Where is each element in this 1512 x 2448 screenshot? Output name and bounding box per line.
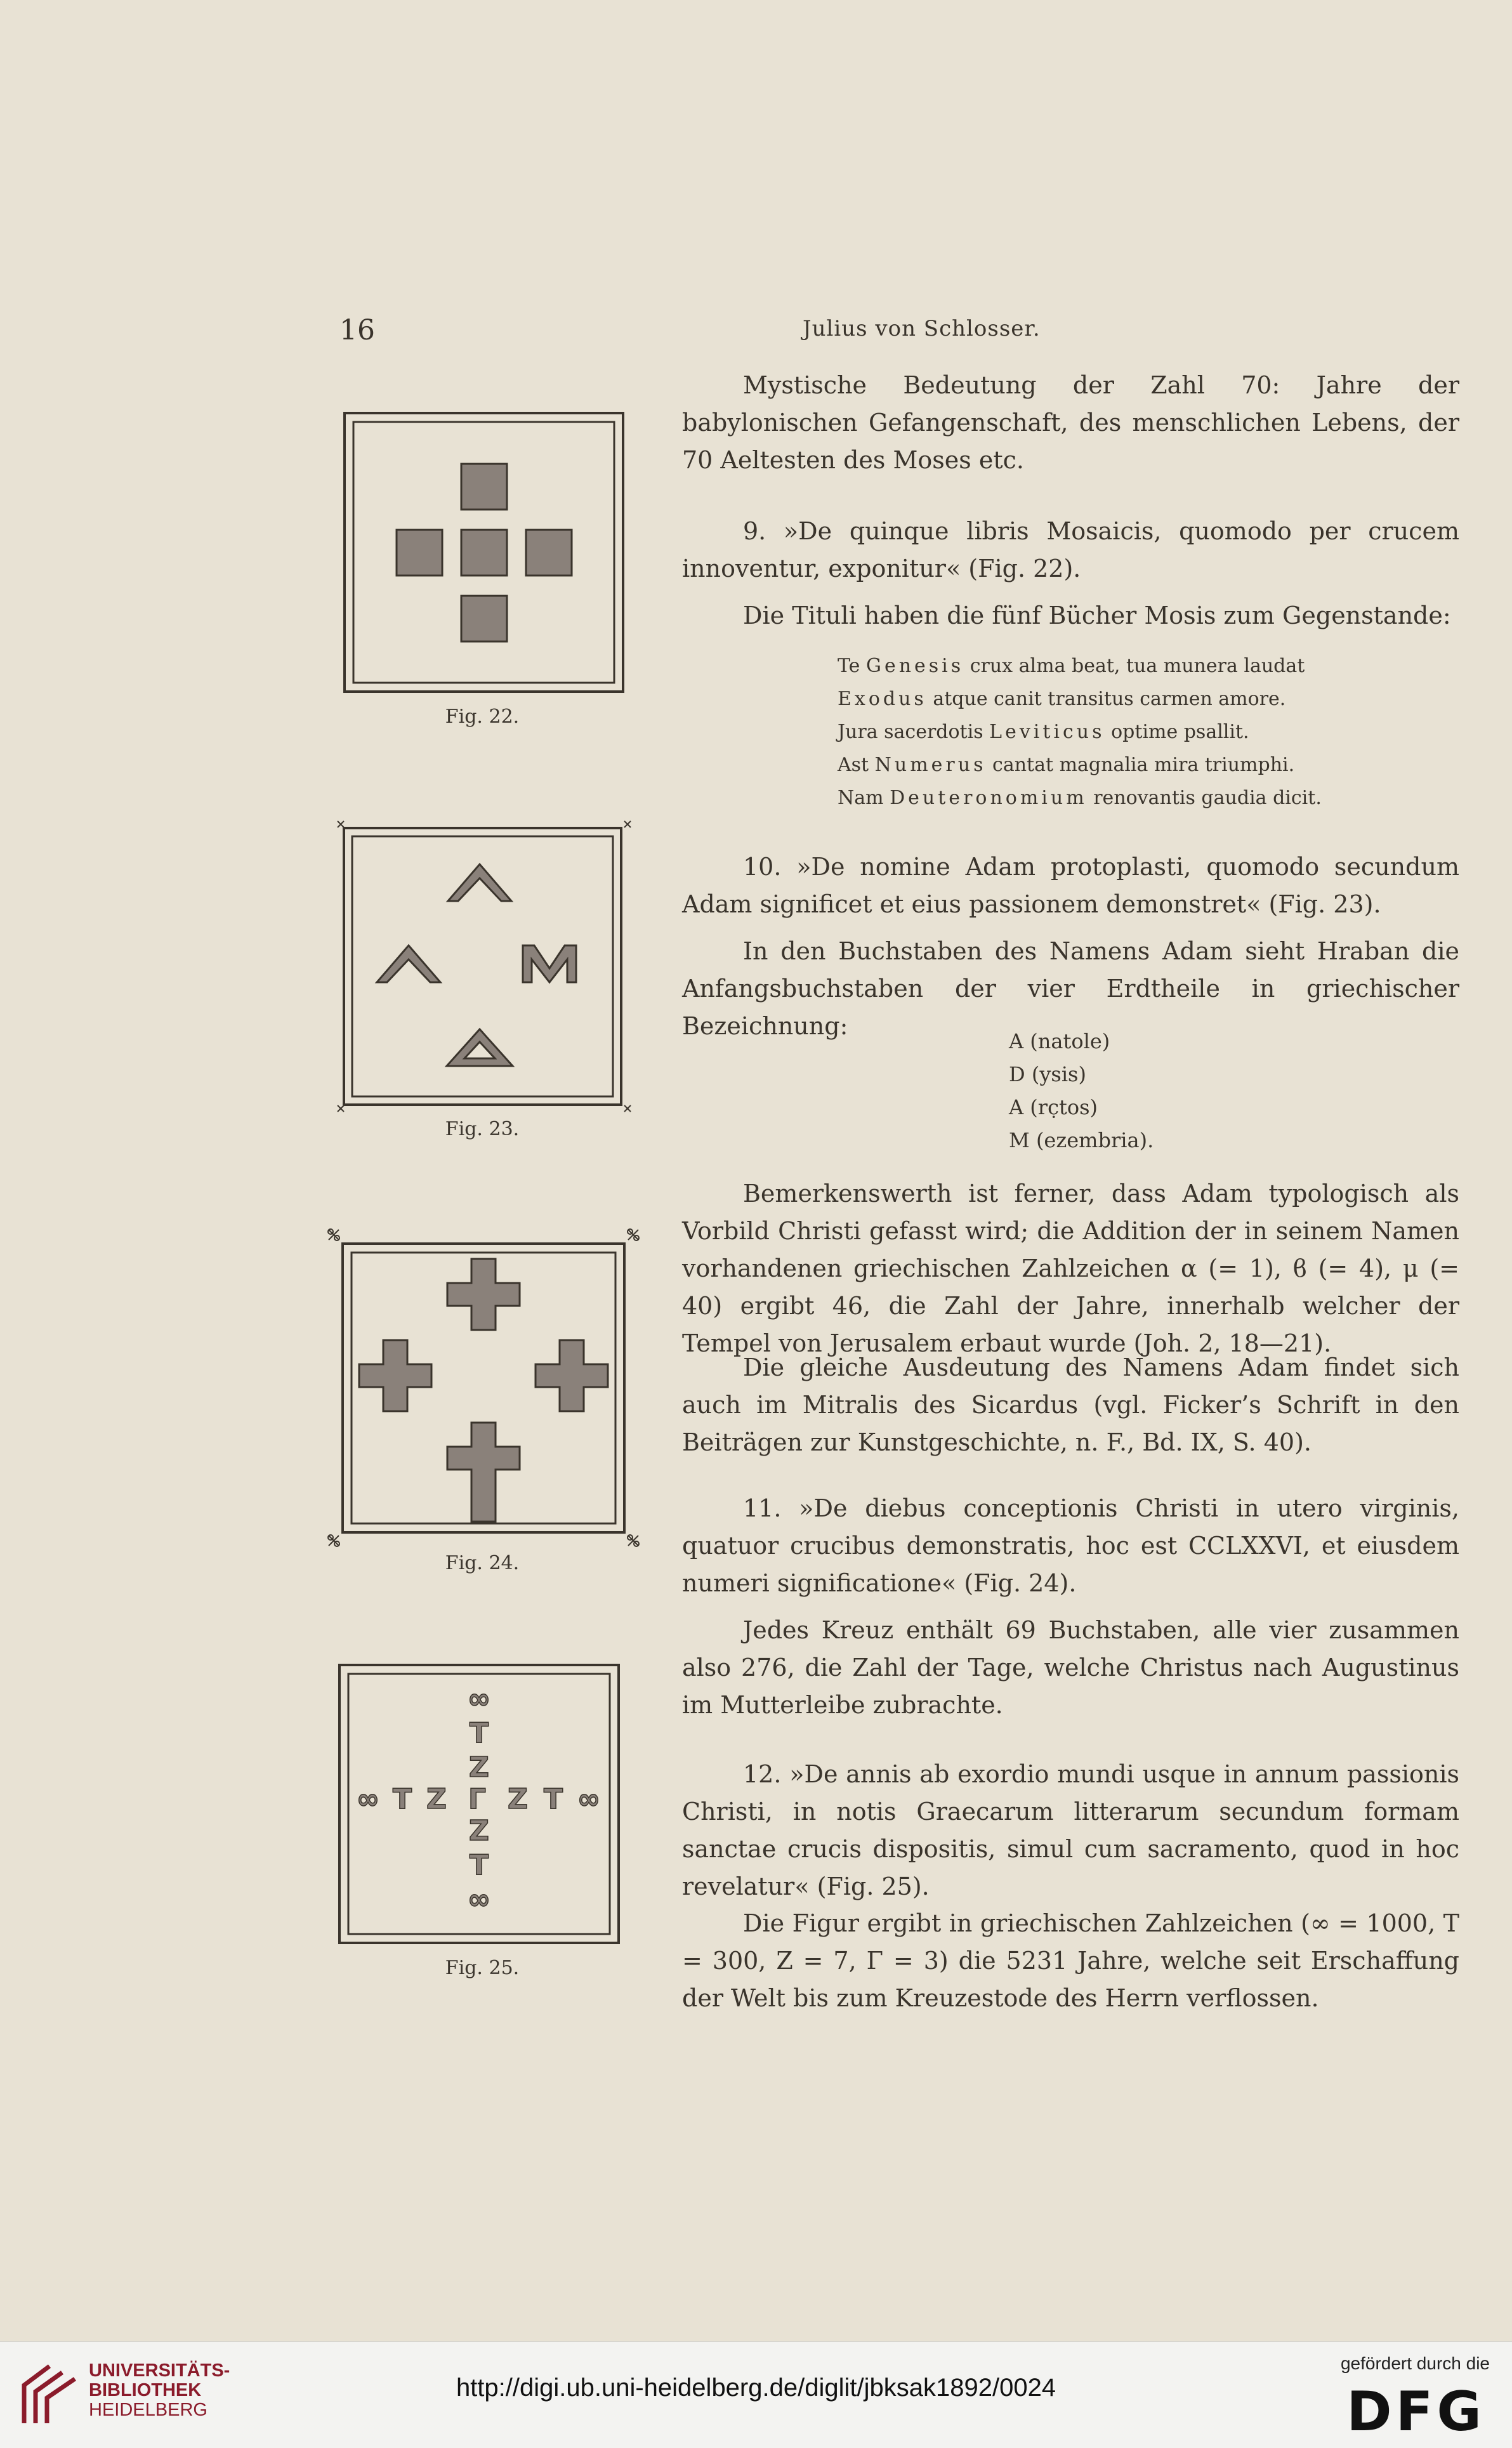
fig25-numeral: Z xyxy=(469,1751,489,1784)
poem-line: Nam Deuteronomium renovantis gaudia dicit. xyxy=(838,787,1322,809)
poem-line: Exodus atque canit transitus carmen amore. xyxy=(838,688,1286,710)
footer-bar xyxy=(0,2341,1512,2448)
dfg-logo: DFG xyxy=(1346,2380,1485,2444)
paragraph-10: 12. »De annis ab exordio mundi usque in annum passionis Christi, in notis Graecarum litterarum secundum formam sanctae crucis dispositis, simul cum sacramento, quod in hoc revelatur« (Fig. 25). xyxy=(682,1760,1459,1900)
name-line: A (natole) xyxy=(1009,1029,1110,1053)
fig25-numeral: Z xyxy=(426,1783,447,1815)
funded-by-label: gefördert durch die xyxy=(1340,2353,1490,2373)
fig25-numeral: T xyxy=(469,1717,489,1749)
poem-line: Jura sacerdotis Leviticus optime psallit. xyxy=(838,721,1249,743)
fig25-numeral: ∞ xyxy=(577,1783,601,1815)
caption-fig-24: Fig. 24. xyxy=(445,1552,520,1574)
source-url[interactable]: http://digi.ub.uni-heidelberg.de/diglit/jbksak1892/0024 xyxy=(456,2374,1056,2402)
paragraph-8: 11. »De diebus conceptionis Christi in utero virginis, quatuor crucibus demonstratis, hoc est CCLXXVI, et eiusdem numeri significatione« (Fig. 24). xyxy=(682,1494,1459,1597)
fig25-numeral: ∞ xyxy=(467,1683,491,1715)
paragraph-2: 9. »De quinque libris Mosaicis, quomodo per crucem innoventur, exponitur« (Fig. 22). xyxy=(682,517,1459,582)
poem-line: Ast Numerus cantat magnalia mira triumphi. xyxy=(838,754,1295,776)
caption-fig-23: Fig. 23. xyxy=(445,1118,520,1140)
paragraph-4: 10. »De nomine Adam protoplasti, quomodo secundum Adam significet et eius passionem demonstret« (Fig. 23). xyxy=(682,853,1459,918)
paragraph-5: In den Buchstaben des Namens Adam sieht Hraban die Anfangsbuchstaben der vier Erdtheile in griechischer Bezeichnung: xyxy=(682,937,1459,1040)
name-line: M (ezembria). xyxy=(1009,1128,1154,1152)
figure-24 xyxy=(325,1225,642,1551)
continent-names xyxy=(1009,1025,1154,1157)
figure-23 xyxy=(335,819,633,1123)
paragraph-1: Mystische Bedeutung der Zahl 70: Jahre der babylonischen Gefangenschaft, des menschlichen Lebens, der 70 Aeltesten des Moses etc. xyxy=(682,371,1459,474)
paragraph-11: Die Figur ergibt in griechischen Zahlzeichen (∞ = 1000, T = 300, Z = 7, Γ = 3) die 5231 Jahre, welche seit Erschaffung der Welt bis zum Kreuzestode des Herrn verflossen. xyxy=(682,1909,1459,2012)
fig25-numeral: T xyxy=(392,1783,412,1815)
tituli-poem xyxy=(838,650,1322,815)
caption-fig-25: Fig. 25. xyxy=(445,1957,520,1979)
library-name: UNIVERSITÄTS- BIBLIOTHEK HEIDELBERG xyxy=(89,2360,230,2420)
fig25-numeral: Z xyxy=(508,1783,528,1815)
figure-25 xyxy=(336,1661,622,1947)
paragraph-6: Bemerkenswerth ist ferner, dass Adam typologisch als Vorbild Christi gefasst wird; die Addition der in seinem Namen vorhandenen griechischen Zahlzeichen α (= 1), ϐ (= 4), μ (= 40) ergibt 46, die Zahl der Jahre, innerhalb welcher der Tempel von Jerusalem erbaut wurde (Joh. 2, 18—21). xyxy=(682,1180,1459,1357)
fig25-numeral: T xyxy=(543,1783,563,1815)
paragraph-9: Jedes Kreuz enthält 69 Buchstaben, alle vier zusammen also 276, die Zahl der Tage, welche Christus nach Augustinus im Mutterleibe zubrachte. xyxy=(682,1616,1459,1719)
page-number: 16 xyxy=(339,314,375,346)
fig25-numeral: ∞ xyxy=(467,1883,491,1916)
name-line: A (rc̣tos) xyxy=(1009,1095,1098,1119)
name-line: D (ysis) xyxy=(1009,1062,1086,1086)
fig25-numeral: ∞ xyxy=(356,1783,380,1815)
fig25-numeral: T xyxy=(469,1849,489,1881)
poem-line: Te Genesis crux alma beat, tua munera laudat xyxy=(838,655,1305,677)
figure-22 xyxy=(343,411,625,694)
fig25-numeral: Γ xyxy=(468,1783,487,1815)
paragraph-3: Die Tituli haben die fünf Bücher Mosis zum Gegenstande: xyxy=(743,602,1451,629)
caption-fig-22: Fig. 22. xyxy=(445,706,520,728)
running-head: Julius von Schlosser. xyxy=(803,316,1041,341)
paragraph-7: Die gleiche Ausdeutung des Namens Adam findet sich auch im Mitralis des Sicardus (vgl. Ficker’s Schrift in den Beiträgen zur Kunstgeschichte, n. F., Bd. IX, S. 40). xyxy=(682,1353,1459,1456)
fig25-numeral: Z xyxy=(469,1815,489,1847)
